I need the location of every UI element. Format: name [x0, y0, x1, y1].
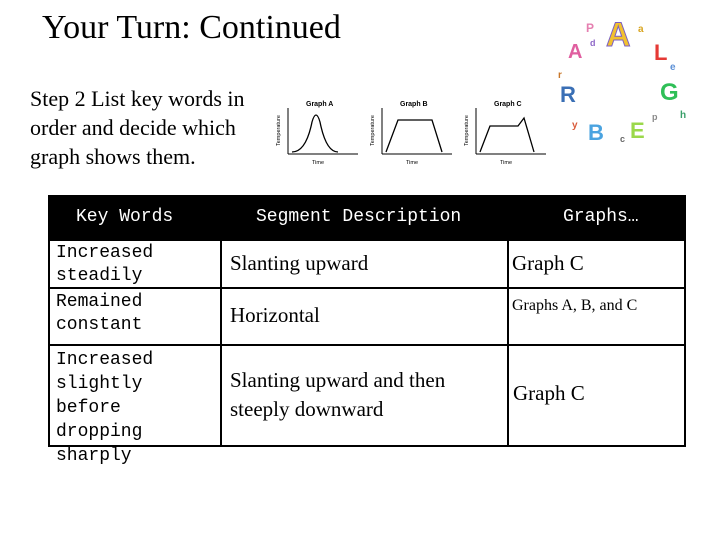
table-row-1-key: Increased steadily: [50, 241, 220, 287]
logo-small-letter: r: [558, 70, 562, 81]
graph-b-curve: [386, 120, 442, 152]
logo-letter: B: [588, 120, 604, 145]
table-row-1-graph: Graph C: [509, 241, 684, 287]
graph-a-label: Graph A: [306, 101, 334, 108]
graph-c-curve: [480, 118, 534, 152]
logo-letter: L: [654, 40, 668, 65]
header-key-words: Key Words: [76, 207, 174, 227]
logo-small-letter: p: [652, 112, 658, 122]
graph-a-curve: [292, 115, 338, 152]
graph-thumbnails: [272, 96, 552, 168]
table-row-3-key: Increased slightly before dropping sharply: [50, 346, 220, 445]
algebra-letters-logo: [550, 10, 690, 148]
logo-letter: A: [568, 41, 583, 63]
logo-small-letter: e: [670, 62, 676, 73]
graph-c-xlabel: Time: [500, 160, 513, 166]
logo-small-letter: h: [680, 110, 687, 121]
logo-letter: A: [606, 16, 631, 54]
table-row-2-key: Remained constant: [50, 289, 220, 344]
table-row-3-desc: Slanting upward and then steeply downward: [222, 346, 507, 445]
logo-small-letter: c: [620, 134, 626, 144]
graph-c-ylabel: Temperature: [464, 115, 470, 146]
logo-small-letter: a: [638, 24, 644, 35]
graph-b-xlabel: Time: [406, 160, 419, 166]
header-segment-description: Segment Description: [256, 207, 462, 227]
graph-c: [464, 101, 546, 166]
graph-b: [370, 101, 452, 166]
slide-title: Your Turn: Continued: [42, 9, 341, 46]
step-instruction: Step 2 List key words in order and decide which graph shows them.: [30, 86, 245, 169]
graph-b-ylabel: Temperature: [370, 115, 376, 146]
table-row-1-desc: Slanting upward: [222, 241, 507, 287]
logo-letter: P: [586, 21, 595, 35]
logo-letter: G: [660, 79, 679, 106]
logo-letter: E: [630, 118, 645, 143]
graph-a-xlabel: Time: [312, 160, 325, 166]
graph-b-label: Graph B: [400, 101, 428, 108]
table-row-2-desc: Horizontal: [222, 289, 507, 344]
graph-a: [276, 101, 358, 166]
table-header: [48, 195, 686, 239]
graph-a-ylabel: Temperature: [276, 115, 282, 146]
logo-small-letter: y: [572, 120, 578, 131]
key-words-table: [48, 195, 686, 466]
graph-c-label: Graph C: [494, 101, 522, 108]
logo-small-letter: d: [590, 38, 596, 48]
table-row-2-graph: Graphs A, B, and C: [509, 289, 684, 344]
logo-letter: R: [560, 82, 576, 107]
table-row-3-graph: Graph C: [509, 346, 684, 445]
header-graphs: Graphs…: [563, 207, 639, 227]
